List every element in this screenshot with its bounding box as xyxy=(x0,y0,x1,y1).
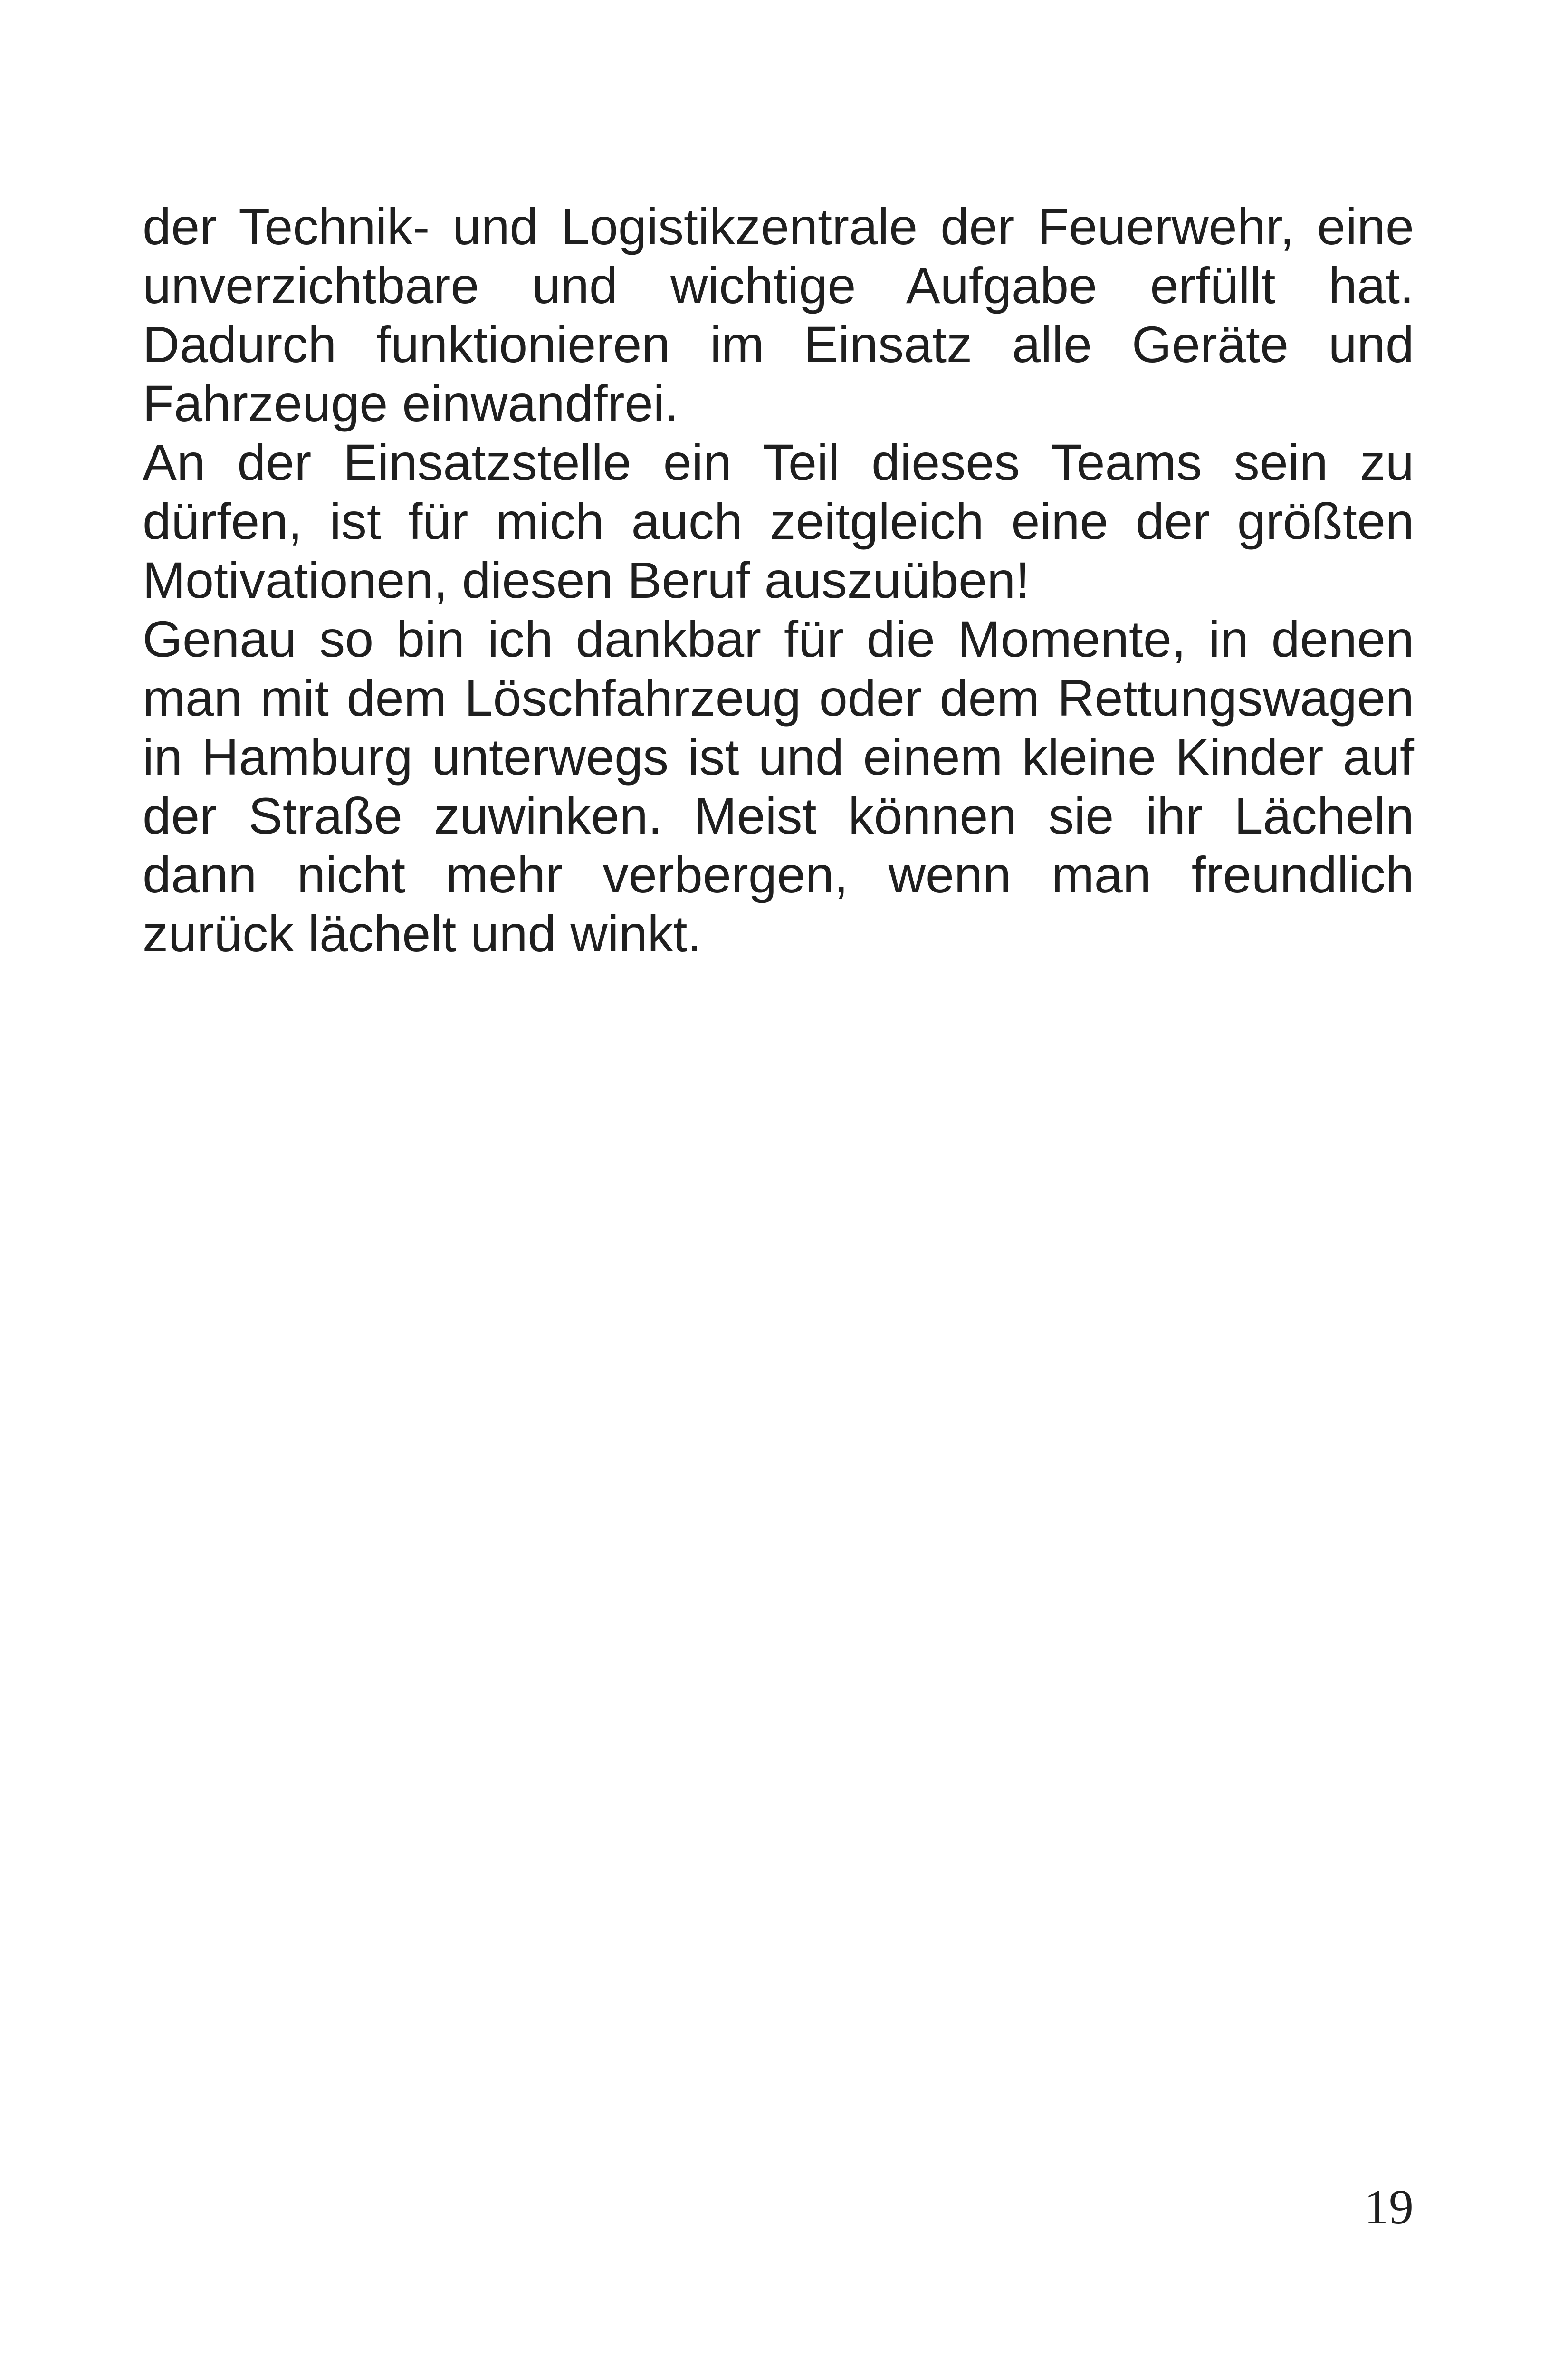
page-number: 19 xyxy=(1364,2180,1414,2234)
body-text xyxy=(143,197,1414,963)
paragraph-2: An der Einsatzstelle ein Teil dieses Teams sein zu dürfen, ist für mich auch zeitgleich eine der größten Motivationen, diesen Beruf auszuüben! xyxy=(143,433,1414,609)
paragraph-3: Genau so bin ich dankbar für die Momente, in denen man mit dem Löschfahrzeug oder dem Rettungswagen in Hamburg unterwegs ist und einem kleine Kinder auf der Straße zuwinken. Meist können sie ihr Lächeln dann nicht mehr verbergen, wenn man freundlich zurück lächelt und winkt. xyxy=(143,610,1414,962)
paragraph-1: der Technik- und Logistikzentrale der Feuerwehr, eine unverzichtbare und wichtige Aufgabe erfüllt hat. Dadurch funktionieren im Einsatz alle Geräte und Fahrzeuge einwandfrei. xyxy=(143,198,1414,432)
